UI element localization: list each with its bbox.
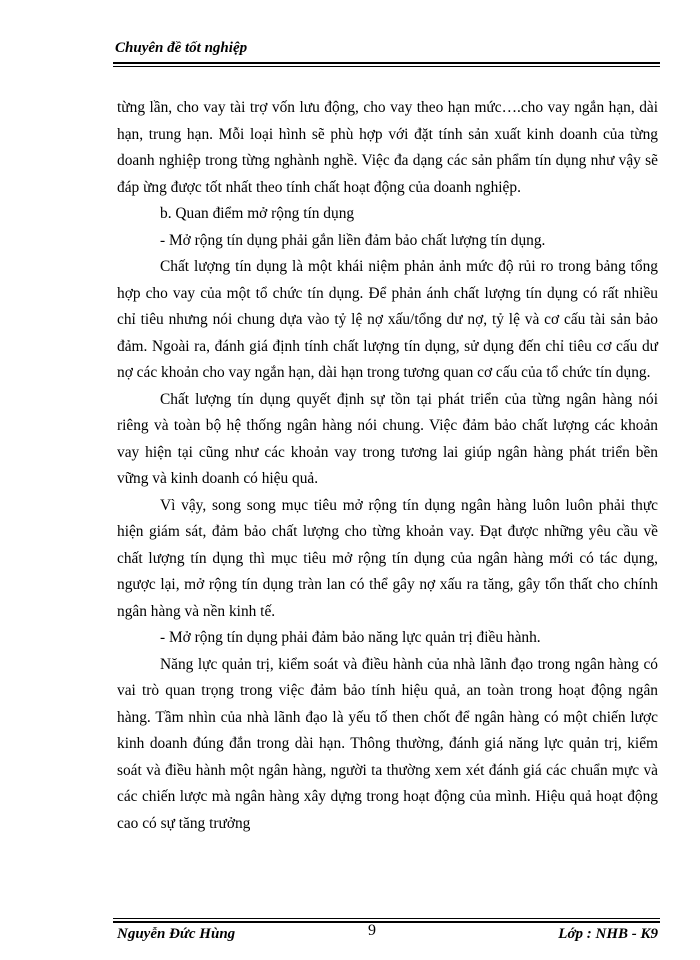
page-number: 9 xyxy=(368,922,376,939)
bullet-credit-quality: - Mở rộng tín dụng phải gắn liền đảm bảo chất lượng tín dụng. xyxy=(160,231,546,249)
document-body xyxy=(117,95,658,837)
footer-author: Nguyễn Đức Hùng xyxy=(117,926,236,942)
section-heading-b: b. Quan điểm mở rộng tín dụng xyxy=(160,205,355,222)
paragraph-management-capacity: Năng lực quản trị, kiểm soát và điều hành của nhà lãnh đạo trong ngân hàng có vai trò quan trọng trong việc đảm bảo tính hiệu quả, an toàn trong hoạt động ngân hàng. Tầm nhìn của nhà lãnh đạo là yếu tố then chốt để ngân hàng có một chiến lược kinh doanh đúng đắn trong dài hạn. Thông thường, đánh giá năng lực quản trị, kiểm soát và điều hành một ngân hàng, người ta thường xem xét đánh giá các chuẩn mực và các chiến lược mà ngân hàng xây dựng trong hoạt động của mình. Hiệu quả hoạt động cao có sự tăng trưởng xyxy=(117,655,658,832)
footer-rule-thick xyxy=(113,921,660,923)
header-rule-thin xyxy=(113,66,660,67)
paragraph-credit-quality-importance: Chất lượng tín dụng quyết định sự tồn tại phát triển của từng ngân hàng nói riêng và toàn bộ hệ thống ngân hàng nói chung. Việc đảm bảo chất lượng các khoản vay hiện tại cũng như các khoản vay trong tương lai giúp ngân hàng phát triển bền vững và kinh doanh có hiệu quả. xyxy=(117,390,658,487)
paragraph-credit-quality-definition: Chất lượng tín dụng là một khái niệm phản ảnh mức độ rủi ro trong bảng tổng hợp cho vay của một tổ chức tín dụng. Để phản ánh chất lượng tín dụng có rất nhiều chỉ tiêu nhưng nói chung dựa vào tỷ lệ nợ xấu/tổng dư nợ, tỷ lệ và cơ cấu tài sản bảo đảm. Ngoài ra, đánh giá định tính chất lượng tín dụng, sử dụng đến chỉ tiêu cơ cấu dư nợ các khoản cho vay ngắn hạn, dài hạn trong tương quan cơ cấu của tổ chức tín dụng. xyxy=(117,258,658,381)
header-rule-thick xyxy=(113,62,660,64)
footer-class-label: Lớp : NHB - K9 xyxy=(558,926,658,942)
paragraph-supervision: Vì vậy, song song mục tiêu mở rộng tín dụng ngân hàng luôn luôn phải thực hiện giám sát, đảm bảo chất lượng cho từng khoản vay. Đạt được những yêu cầu về chất lượng tín dụng thì mục tiêu mở rộng tín dụng của ngân hàng mới có tác dụng, ngược lại, mở rộng tín dụng tràn lan có thể gây nợ xấu ra tăng, gây tổn thất cho chính ngân hàng và nền kinh tế. xyxy=(117,496,658,620)
bullet-management-capacity: - Mở rộng tín dụng phải đảm bảo năng lực quản trị điều hành. xyxy=(160,629,541,646)
running-header-title: Chuyên đề tốt nghiệp xyxy=(115,40,248,56)
paragraph-continuation: từng lần, cho vay tài trợ vốn lưu động, cho vay theo hạn mức….cho vay ngắn hạn, dài hạn, trung hạn. Mỗi loại hình sẽ phù hợp với đặt tính sản xuất kinh doanh của từng doanh nghiệp trong từng nghành nghề. Việc đa dạng các sản phẩm tín dụng như vậy sẽ đáp ừng được tốt nhất theo tính chất hoạt động của doanh nghiệp. xyxy=(117,99,658,196)
footer-rule-thin xyxy=(113,918,660,919)
